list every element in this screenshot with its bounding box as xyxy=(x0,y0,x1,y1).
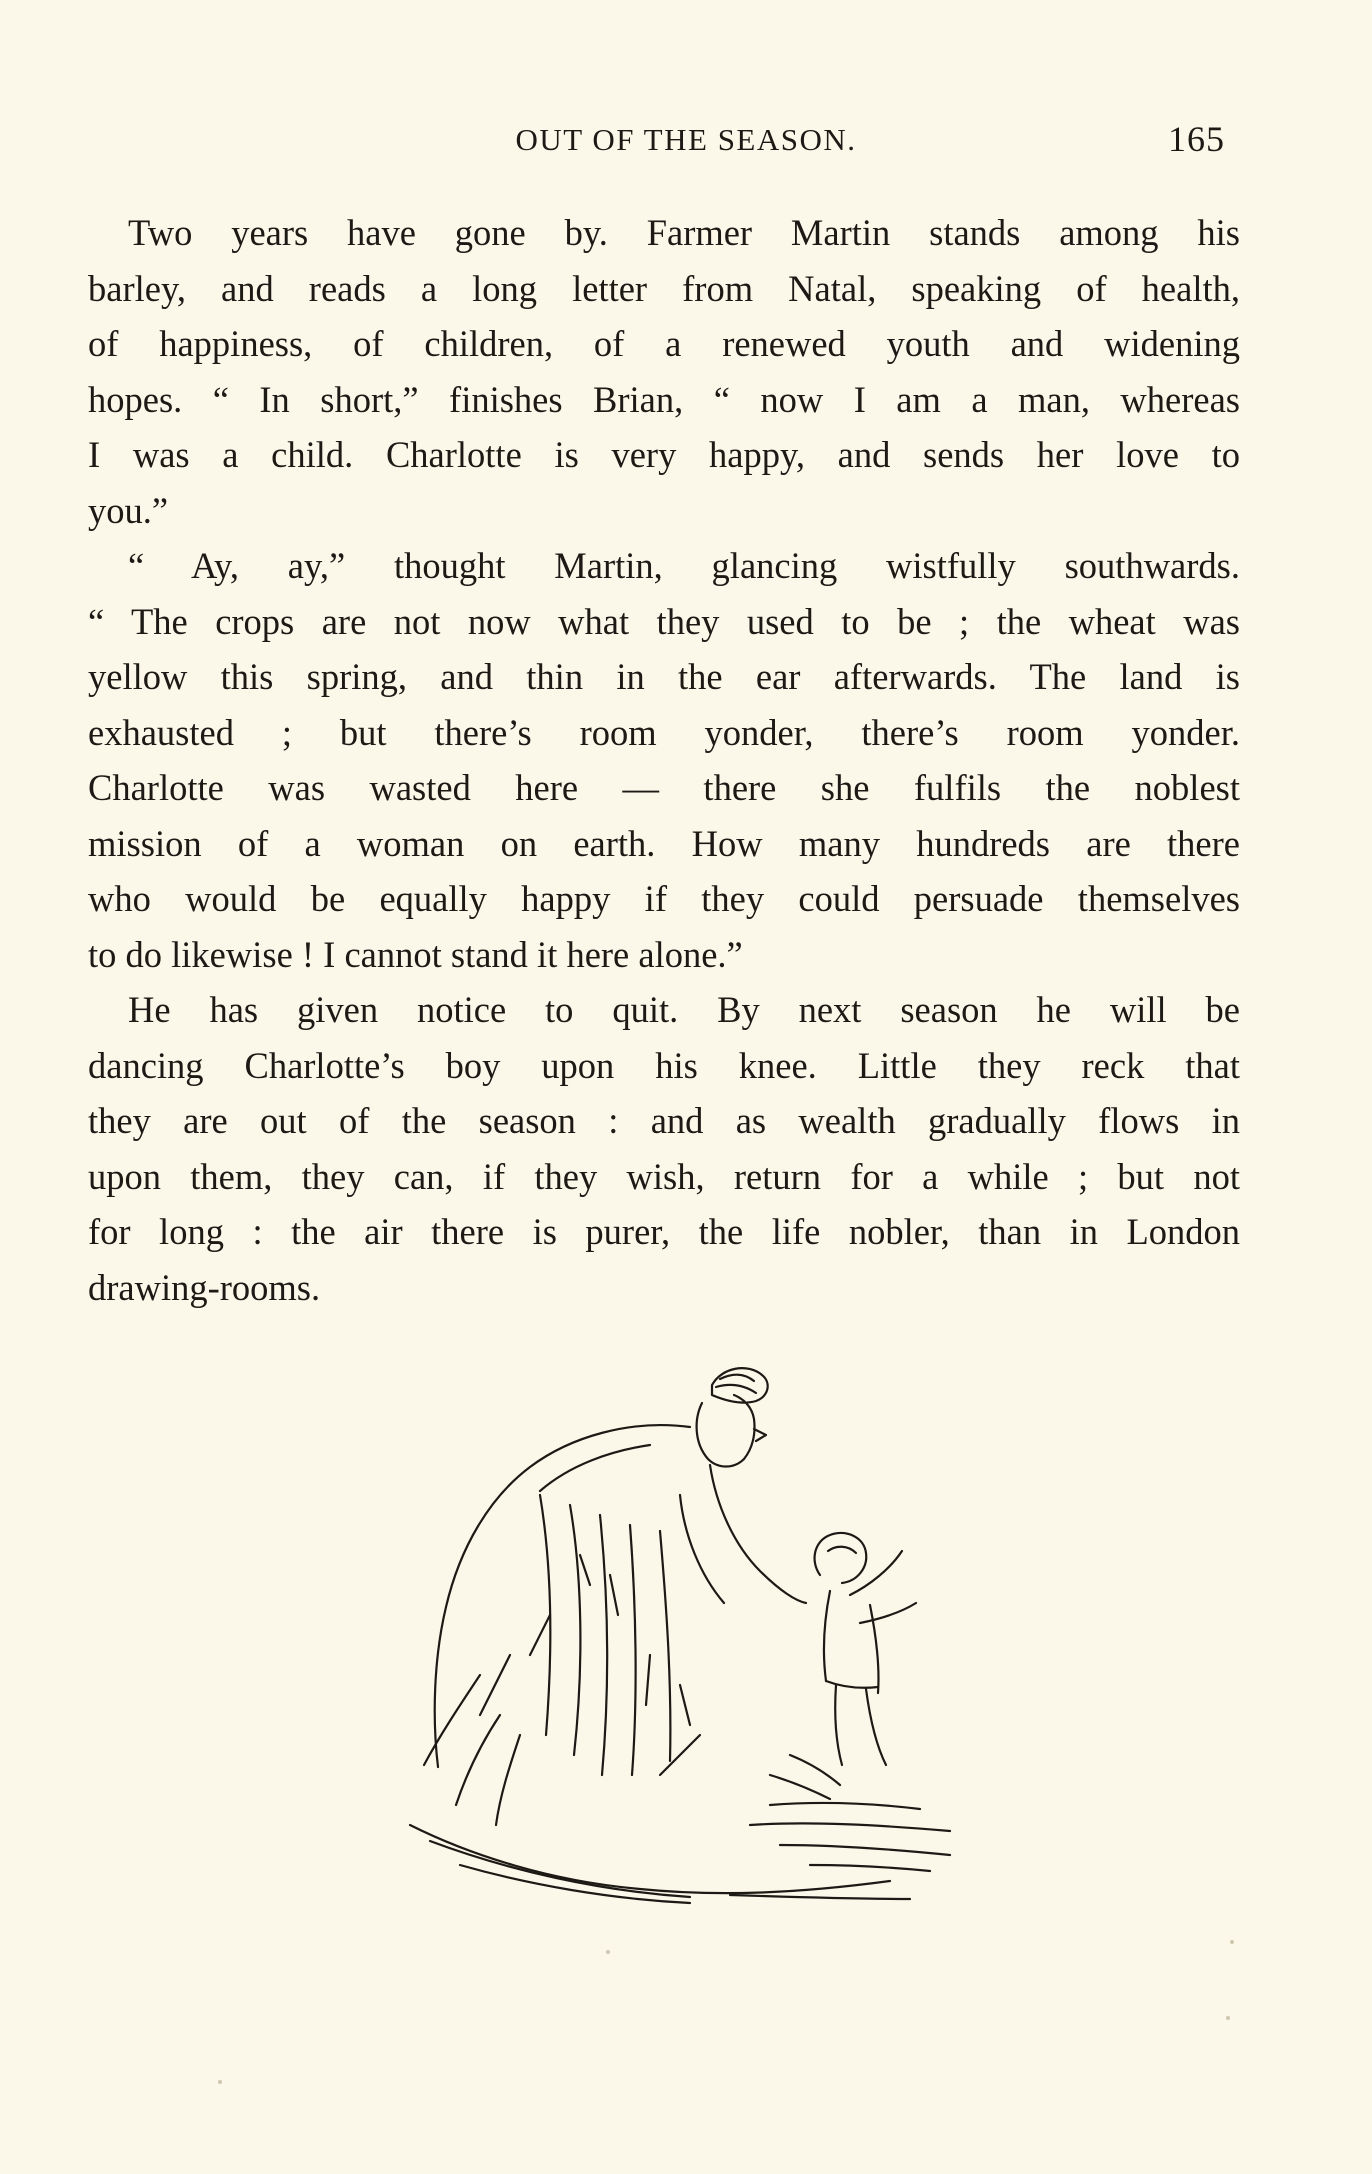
body-text xyxy=(88,205,1240,1315)
text-line: drawing-rooms. xyxy=(88,1266,321,1308)
running-head xyxy=(0,118,1372,168)
text-line: Charlotte was wasted here — there she fulfils the noblest xyxy=(88,767,1240,808)
text-line: to do likewise ! I cannot stand it here alone.” xyxy=(88,933,743,975)
text-line: barley, and reads a long letter from Natal, speaking of health, xyxy=(88,267,1240,309)
paper-fleck xyxy=(606,1950,610,1954)
text-line: He has given notice to quit. By next season he will be xyxy=(128,989,1240,1030)
text-line: who would be equally happy if they could persuade themselves xyxy=(88,878,1240,919)
paper-fleck xyxy=(1230,1940,1234,1944)
text-line: yellow this spring, and thin in the ear afterwards. The land is xyxy=(88,656,1240,697)
engraving-woman-and-child xyxy=(350,1355,970,1915)
text-line: Two years have gone by. Farmer Martin stands among his xyxy=(128,212,1240,253)
text-line: they are out of the season : and as wealth gradually flows in xyxy=(88,1100,1240,1141)
text-line: I was a child. Charlotte is very happy, and sends her love to xyxy=(88,434,1240,475)
engraving-drawing xyxy=(350,1355,970,1915)
text-line: dancing Charlotte’s boy upon his knee. Little they reck that xyxy=(88,1044,1240,1086)
text-line: upon them, they can, if they wish, return for a while ; but not xyxy=(88,1155,1240,1197)
text-line: exhausted ; but there’s room yonder, there’s room yonder. xyxy=(88,711,1240,753)
running-title: OUT OF THE SEASON. xyxy=(515,122,857,157)
page-number: 165 xyxy=(1168,119,1225,159)
text-line: you.” xyxy=(88,489,169,531)
paper-fleck xyxy=(1226,2016,1230,2020)
text-line: for long : the air there is purer, the life nobler, than in London xyxy=(88,1211,1240,1252)
text-line: hopes. “ In short,” finishes Brian, “ now I am a man, whereas xyxy=(88,378,1240,420)
text-line: mission of a woman on earth. How many hundreds are there xyxy=(88,822,1240,864)
text-line: “ The crops are not now what they used to be ; the wheat was xyxy=(88,600,1240,642)
text-line: of happiness, of children, of a renewed youth and widening xyxy=(88,323,1240,364)
text-line: “ Ay, ay,” thought Martin, glancing wistfully southwards. xyxy=(128,545,1240,586)
paper-fleck xyxy=(218,2080,222,2084)
